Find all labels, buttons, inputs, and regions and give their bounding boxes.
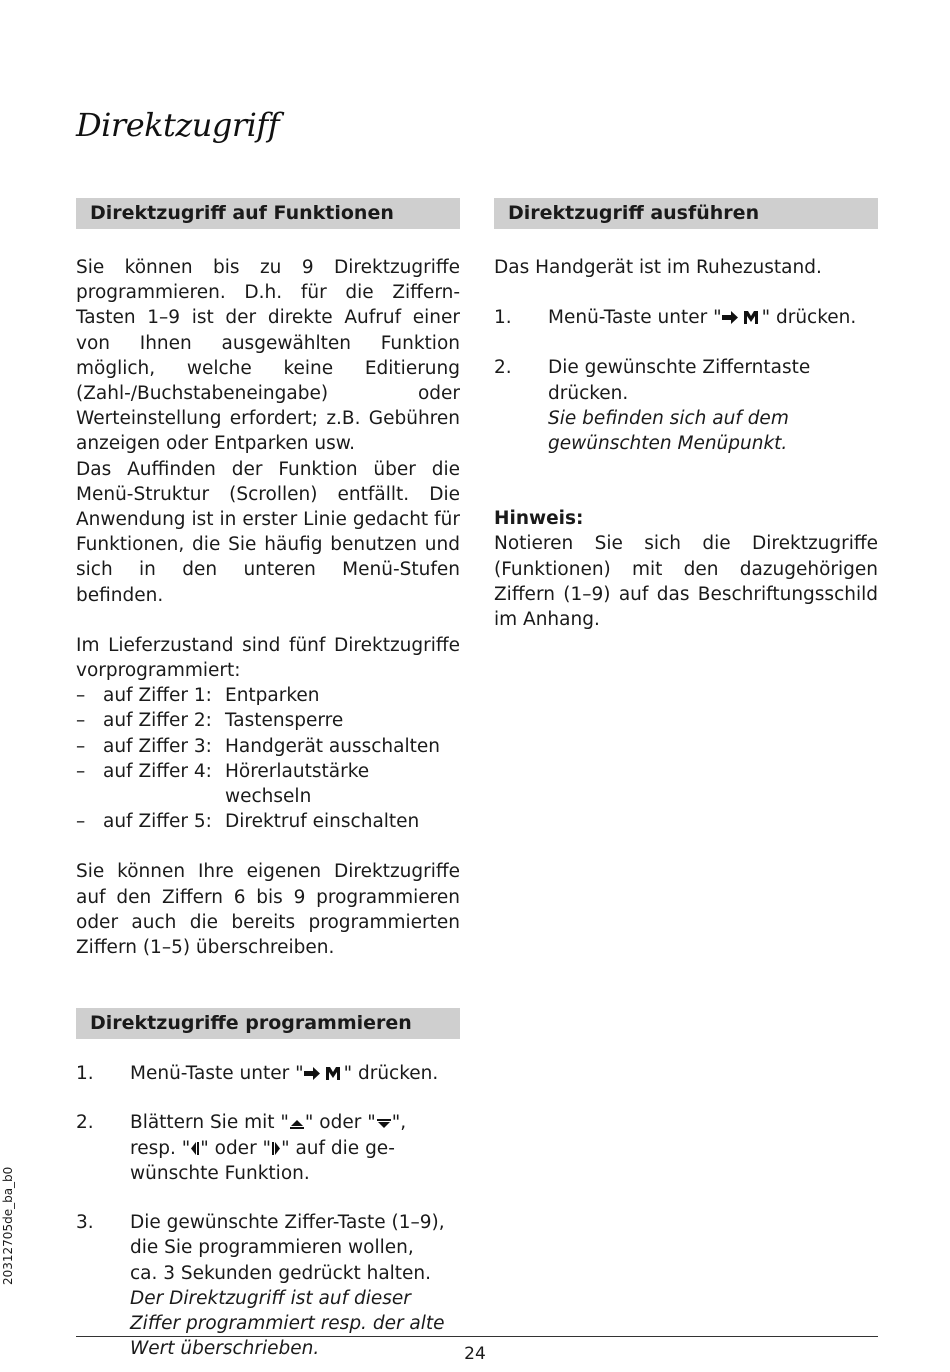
list-dash: – — [76, 760, 86, 782]
preset-value: Tastensperre — [225, 710, 344, 732]
preset-value: Handgerät ausschalten — [225, 735, 440, 757]
hint-text: Notieren Sie sich die Direktzugriffe (Funktionen) mit den dazugehörigen Ziffern (1–9) auf das Beschriftungsschild im Anhang. — [494, 533, 878, 631]
preset-list — [76, 683, 460, 834]
paragraph-intro: Sie können bis zu 9 Direktzugriffe programmieren. D.h. für die Ziffern-Tasten 1–9 ist der direkte Aufruf einer von Ihnen ausgewählten Funktion möglich, welche keine Editierung (Zahl-/Buchstabeneingabe) oder Werteinstellung erfordert; z.B. Gebühren anzeigen oder Entparken usw. — [76, 257, 460, 455]
step-text-part: " oder " — [200, 1137, 272, 1159]
step-text-part: " drücken. — [761, 307, 857, 329]
paragraph-navigation: Das Auffinden der Funktion über die Menü-Struktur (Scrollen) entfällt. Die Anwendung ist in erster Linie gedacht für Funktionen, die Sie häufig benutzen und sich in den unteren Menü-Stufen befinden. — [76, 458, 460, 606]
step-item — [76, 1061, 460, 1086]
step-text-part: Menü-Taste unter " — [130, 1063, 304, 1085]
paragraph-idle-state: Das Handgerät ist im Ruhezustand. — [494, 257, 822, 278]
list-dash: – — [76, 735, 86, 757]
preset-prefix: auf Ziffer 2: — [103, 710, 212, 732]
step-text-part: Menü-Taste unter " — [548, 307, 722, 329]
step-item — [494, 305, 878, 330]
step-number: 1. — [76, 1063, 94, 1085]
step-number: 2. — [76, 1112, 94, 1134]
step-text — [548, 305, 878, 330]
section-heading-ausfuehren: Direktzugriff ausführen — [494, 198, 878, 229]
preset-item — [76, 809, 460, 834]
preset-value: Hörerlautstärke wechseln — [225, 760, 370, 808]
page-number: 24 — [464, 1344, 486, 1364]
preset-prefix: auf Ziffer 3: — [103, 735, 212, 757]
preset-item — [76, 734, 460, 759]
scroll-up-icon — [289, 1117, 305, 1131]
programming-steps — [76, 1061, 460, 1361]
step-item — [76, 1210, 460, 1361]
section-heading-programmieren: Direktzugriffe programmieren — [76, 1008, 460, 1039]
page-title: Direktzugriff — [76, 106, 280, 144]
footer-divider — [76, 1336, 878, 1337]
execution-steps — [494, 305, 878, 456]
scroll-right-icon — [271, 1140, 281, 1157]
step-text — [130, 1110, 460, 1186]
step-result: Sie befinden sich auf dem — [548, 407, 789, 429]
preset-item — [76, 759, 460, 809]
document-id: 20312705de_ba_b0 — [1, 1166, 15, 1285]
step-result: Der Direktzugriff ist auf dieser Ziffer programmiert resp. der alte Wert überschrieben. — [130, 1287, 445, 1360]
step-text-line: die Sie programmieren wollen, — [130, 1237, 414, 1259]
scroll-left-icon — [190, 1140, 200, 1157]
step-text-part: ", — [391, 1112, 407, 1134]
step-text-part: Blättern Sie mit " — [130, 1112, 289, 1134]
list-dash: – — [76, 811, 86, 833]
paragraph-presets-intro: Im Lieferzustand sind fünf Direktzugriffe vorprogrammiert: — [76, 634, 460, 682]
preset-value: Direktruf einschalten — [225, 811, 420, 833]
step-item — [76, 1110, 460, 1186]
preset-prefix: auf Ziffer 4: — [103, 760, 212, 782]
list-dash: – — [76, 710, 86, 732]
step-result: gewünschten Menüpunkt. — [548, 433, 788, 455]
menu-arrow-m-icon — [304, 1065, 344, 1082]
step-text-line: Die gewünschte Ziffer-Taste (1–9), — [130, 1212, 445, 1234]
step-text-line: drücken. — [548, 382, 629, 404]
step-text-line: ca. 3 Sekunden gedrückt halten. — [130, 1262, 432, 1284]
menu-arrow-m-icon — [722, 309, 762, 326]
step-item — [494, 355, 878, 456]
preset-value: Entparken — [225, 685, 320, 707]
step-text-part: " oder " — [304, 1112, 376, 1134]
step-number: 1. — [494, 307, 512, 329]
preset-item — [76, 708, 460, 733]
left-column — [76, 198, 460, 1361]
step-text — [130, 1061, 460, 1086]
preset-prefix: auf Ziffer 1: — [103, 685, 212, 707]
step-number: 2. — [494, 357, 512, 379]
scroll-down-icon — [376, 1117, 392, 1131]
step-text-part: resp. " — [130, 1137, 191, 1159]
paragraph-custom-presets: Sie können Ihre eigenen Direktzugriffe auf den Ziffern 6 bis 9 programmieren oder auch die bereits programmierten Ziffern (1–5) überschreiben. — [76, 861, 460, 959]
list-dash: – — [76, 685, 86, 707]
preset-prefix: auf Ziffer 5: — [103, 811, 212, 833]
step-text-line: Die gewünschte Zifferntaste — [548, 357, 811, 379]
section-heading-funktionen: Direktzugriff auf Funktionen — [76, 198, 460, 229]
step-number: 3. — [76, 1212, 94, 1234]
step-text-part: " drücken. — [343, 1063, 439, 1085]
hint-title: Hinweis: — [494, 508, 584, 530]
step-text-part: " auf die gewünschte Funktion. — [130, 1137, 395, 1184]
right-column — [494, 198, 878, 632]
step-text — [548, 355, 878, 456]
step-text — [130, 1210, 460, 1361]
preset-item — [76, 683, 460, 708]
